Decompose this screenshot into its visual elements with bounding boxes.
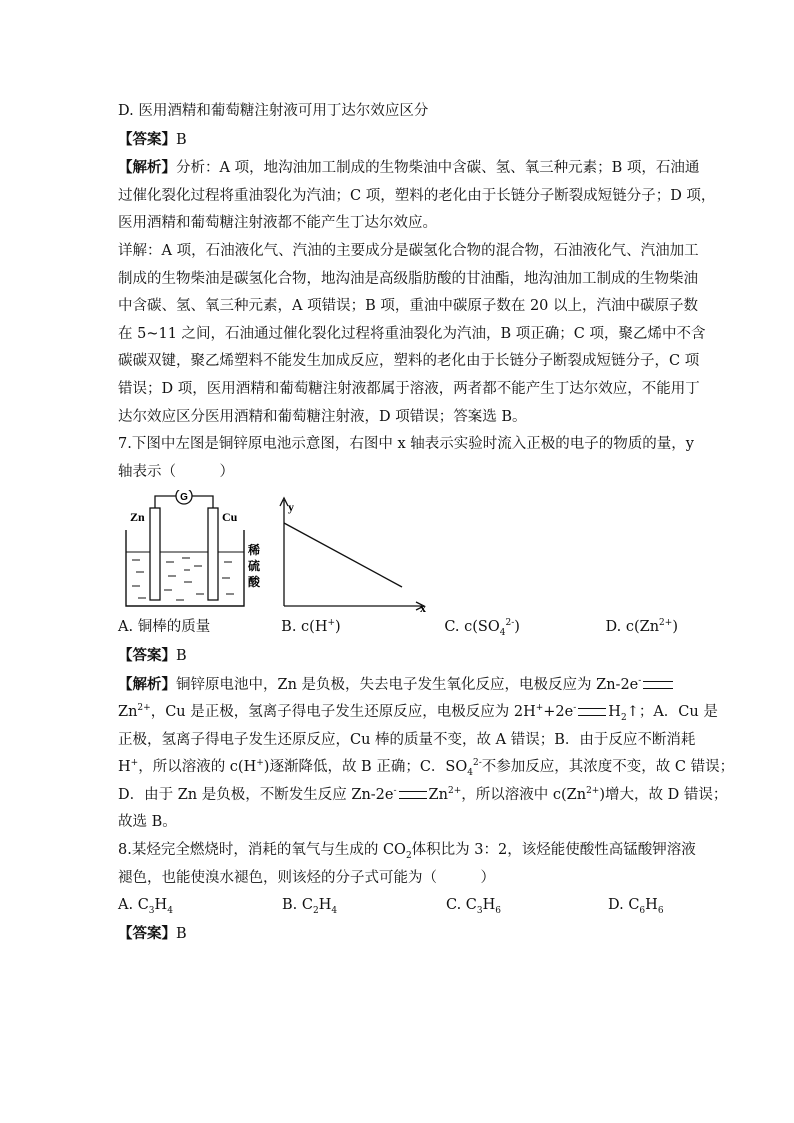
q6-detail-line: 达尔效应区分医用酒精和葡萄糖注射液，D 项错误；答案选 B。 bbox=[118, 408, 527, 425]
q8-option-c: C. $C_3H_6$ bbox=[446, 897, 502, 917]
q8-options bbox=[118, 892, 678, 920]
acid-solution bbox=[132, 558, 234, 600]
q7-figure bbox=[118, 490, 678, 612]
q7-option-a: A. 铜棒的质量 bbox=[118, 619, 211, 636]
q7-options bbox=[118, 614, 678, 642]
cu-label: Cu bbox=[222, 510, 238, 525]
answer-value: B bbox=[176, 647, 187, 664]
q7-option-b: B. c(H+) bbox=[281, 618, 341, 636]
q6-analysis-line: 【解析】分析：A 项，地沟油加工制成的生物柴油中含碳、氢、氧三种元素；B 项，石油通 bbox=[118, 159, 700, 177]
answer-label: 【答案】 bbox=[118, 646, 176, 664]
x-axis-label: x bbox=[420, 601, 426, 613]
answer-label: 【答案】 bbox=[118, 924, 176, 942]
q8-option-b: B. $C_2H_4$ bbox=[282, 897, 338, 917]
q7-answer bbox=[118, 642, 678, 671]
zn-label: Zn bbox=[130, 510, 145, 525]
answer-value: B bbox=[176, 131, 187, 148]
analysis-label: 【解析】 bbox=[118, 159, 176, 177]
answer-value: B bbox=[176, 925, 187, 942]
q7-analysis-line: $Zn^{2+}$，Cu 是正极，氢离子得电子发生还原反应，电极反应为 2H++2e- $H_2↑$；A．Cu 是 bbox=[118, 703, 718, 723]
q6-detail-line: 制成的生物柴油是碳氢化合物，地沟油是高级脂肪酸的甘油酯，地沟油加工制成的生物柴油 bbox=[118, 270, 698, 287]
q8-stem-line: 褪色，也能使溴水褪色，则该烃的分子式可能为（ ） bbox=[118, 869, 495, 886]
answer-label: 【答案】 bbox=[118, 130, 176, 148]
q7-analysis-line: D．由于 Zn 是负极，不断发生反应 Zn-2e- $Zn^{2+}$，所以溶液中 $c(Zn^{2+})$增大，故 D 错误； bbox=[118, 786, 728, 803]
q7-analysis-line: H+，所以溶液的 c(H+)逐渐降低，故 B 正确；C．$SO_4^{2-}$不参加反应，其浓度不变，故 C 错误； bbox=[118, 758, 735, 779]
exam-page bbox=[118, 98, 735, 948]
galvanometer-label: G bbox=[180, 492, 188, 504]
acid-label-2: 硫 bbox=[248, 559, 261, 574]
y-axis-label: y bbox=[288, 500, 294, 515]
q8-option-a: A. $C_3H_4$ bbox=[118, 897, 173, 917]
q6-analysis-line: 医用酒精和葡萄糖注射液都不能产生丁达尔效应。 bbox=[118, 215, 437, 232]
copper-electrode bbox=[208, 508, 218, 600]
cell-and-graph-diagram bbox=[118, 490, 448, 612]
q8-answer bbox=[118, 920, 678, 949]
equals-sign bbox=[643, 681, 673, 689]
zinc-electrode bbox=[150, 508, 160, 600]
q8-stem-line: 8.某烃完全燃烧时，消耗的氧气与生成的 $CO_2$体积比为 3：2，该烃能使酸性高锰酸钾溶液 bbox=[118, 842, 696, 861]
q6-detail-line: 错误；D 项，医用酒精和葡萄糖注射液都属于溶液，两者都不能产生丁达尔效应，不能用丁 bbox=[118, 380, 700, 397]
beaker bbox=[126, 530, 244, 606]
q6-detail-line: 中含碳、氢、氧三种元素，A 项错误；B 项，重油中碳原子数在 20 以上，汽油中碳原子数 bbox=[118, 298, 699, 315]
equals-sign bbox=[399, 791, 427, 799]
q7-option-c: C. $c(SO_4^{2-})$ bbox=[444, 618, 520, 639]
q6-detail-line: 详解：A 项，石油液化气、汽油的主要成分是碳氢化合物的混合物，石油液化气、汽油加工 bbox=[118, 242, 699, 259]
analysis-label: 【解析】 bbox=[118, 675, 176, 693]
q7-analysis-line: 正极，氢离子得电子发生还原反应，Cu 棒的质量不变，故 A 错误；B．由于反应不断消耗 bbox=[118, 731, 696, 748]
q6-analysis-line: 过催化裂化过程将重油裂化为汽油；C 项，塑料的老化由于长链分子断裂成短链分子；D 项， bbox=[118, 187, 716, 204]
q6-option-d: D. 医用酒精和葡萄糖注射液可用丁达尔效应区分 bbox=[118, 103, 429, 119]
q7-analysis-line: 【解析】铜锌原电池中，Zn 是负极，失去电子发生氧化反应，电极反应为 Zn-2e- bbox=[118, 671, 678, 700]
equals-sign bbox=[578, 708, 606, 716]
q6-answer bbox=[118, 126, 678, 155]
q7-analysis-line: 故选 B。 bbox=[118, 814, 177, 831]
q6-detail-line: 在 5~11 之间，石油通过催化裂化过程将重油裂化为汽油，B 项正确；C 项，聚乙烯中不含 bbox=[118, 325, 706, 342]
acid-label-3: 酸 bbox=[248, 575, 261, 590]
q6-detail-line: 碳碳双键，聚乙烯塑料不能发生加成反应，塑料的老化由于长链分子断裂成短链分子，C 项 bbox=[118, 353, 700, 370]
q8-option-d: D. $C_6H_6$ bbox=[608, 897, 664, 917]
q7-option-d: D. $c(Zn^{2+})$ bbox=[605, 618, 678, 636]
q7-stem-line: 7.下图中左图是铜锌原电池示意图，右图中 x 轴表示实验时流入正极的电子的物质的量，y bbox=[118, 436, 694, 453]
acid-label-1: 稀 bbox=[248, 543, 261, 558]
decreasing-line bbox=[284, 523, 402, 587]
q7-stem-line: 轴表示（ ） bbox=[118, 463, 234, 480]
